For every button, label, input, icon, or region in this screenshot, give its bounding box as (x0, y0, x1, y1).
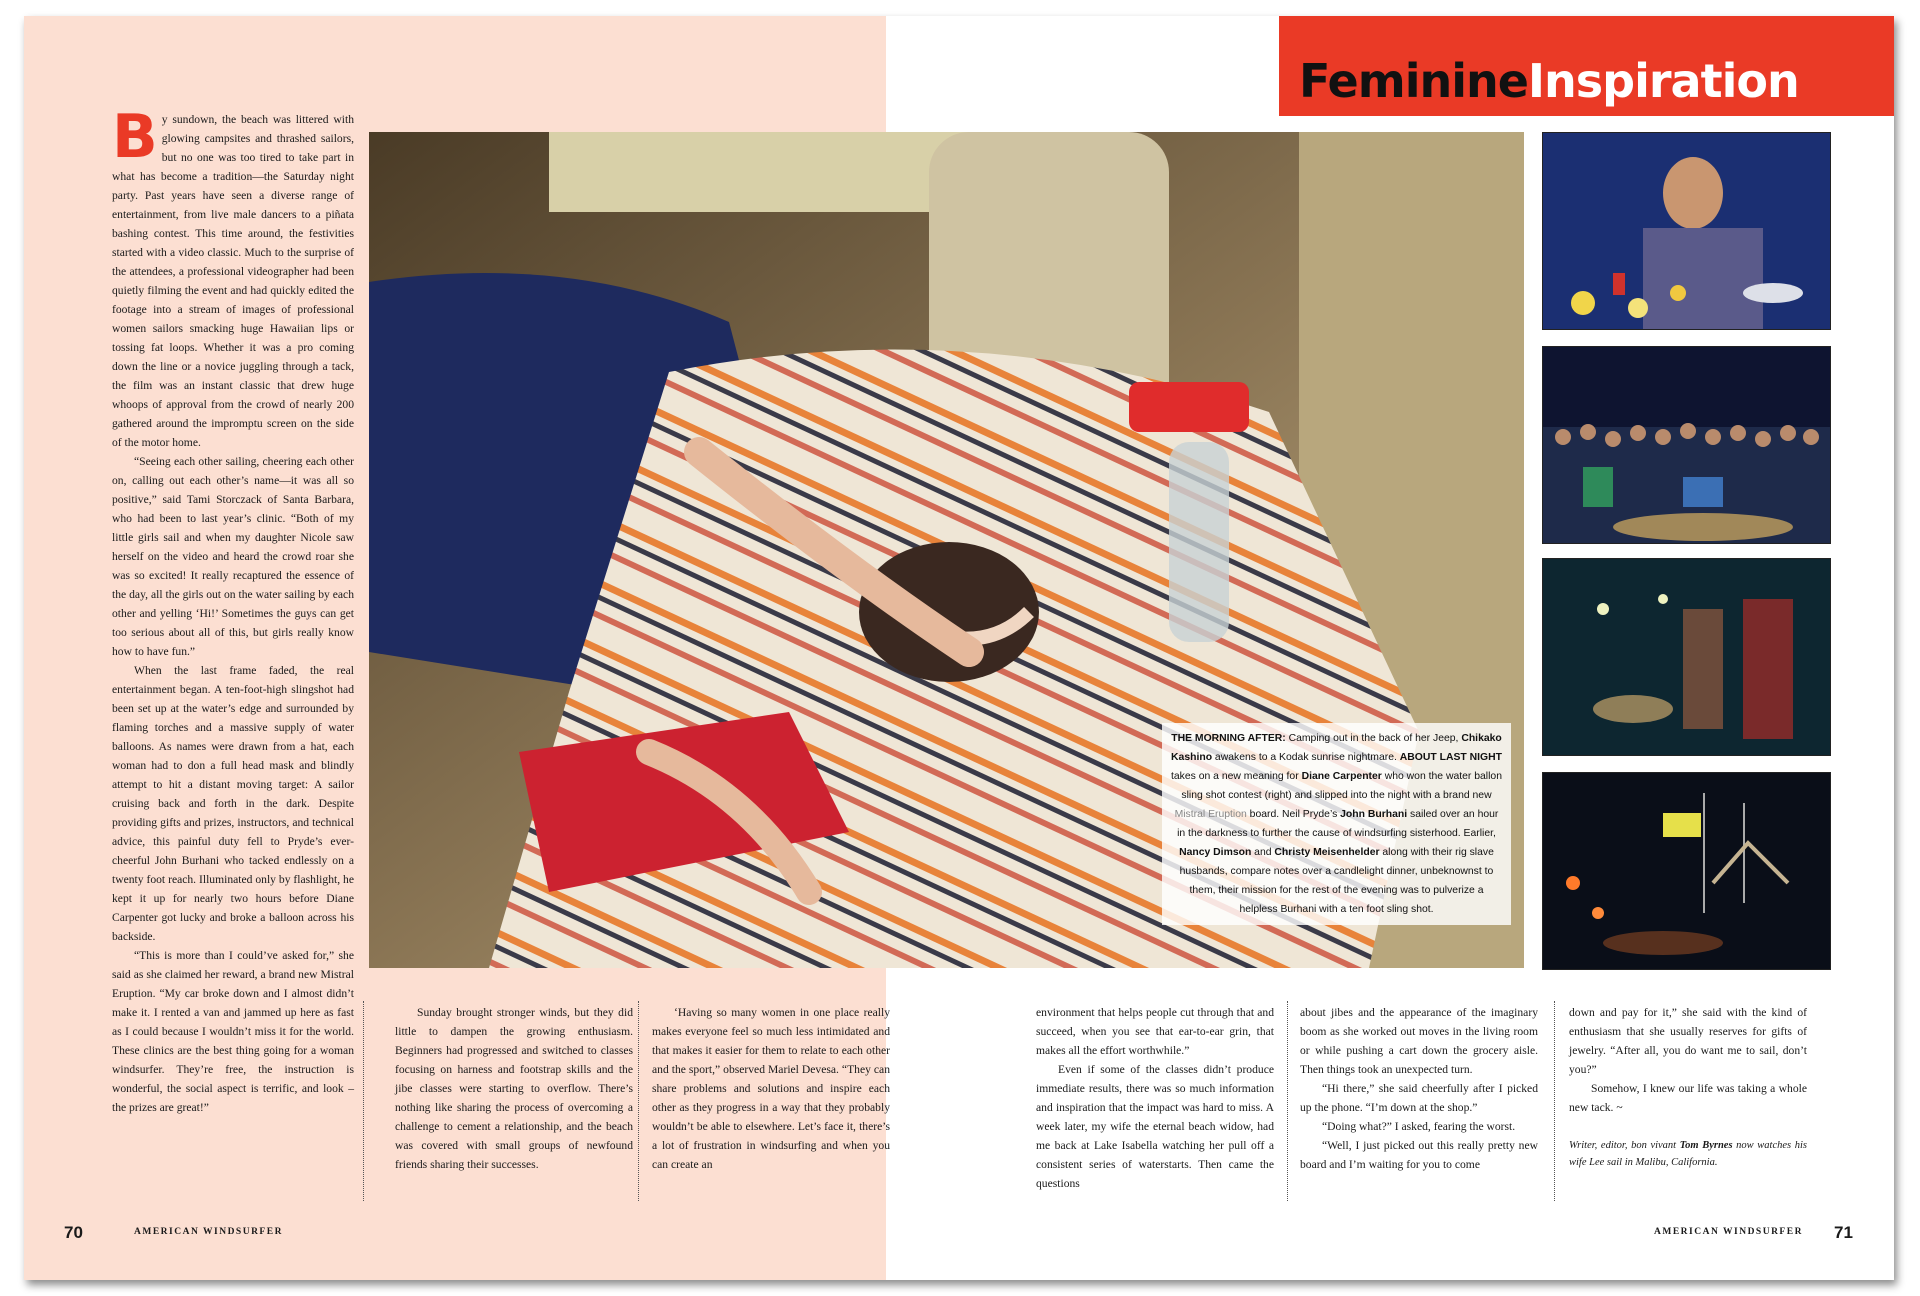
end-mark-icon: ~ (1616, 1101, 1623, 1114)
paragraph: “Seeing each other sailing, cheering each other on, calling out each other’s name—it was all so positive,” said Tami Storczack of Santa Barbara, who had been to last year’s clinic. “Both of my little girls sail and when my daughter Nicole saw herself on the video and heard the crowd roar she was so excited! It really recaptured the essence of the day, all the girls out on the water sailing by each other and yelling ‘Hi!’ Sometimes the guys can get too serious about all of this, but girls really know how to have fun.” (112, 455, 354, 658)
caption-text: along with their rig slave husbands, compare notes over a candlelight dinner, unbeknownst to them, their mission for the rest of the evening was to pulverize a helpless Burhani with a ten foot sling shot. (1179, 847, 1494, 915)
caption-heading: THE MORNING AFTER: (1171, 733, 1286, 744)
running-head-left: AMERICAN WINDSURFER (134, 1227, 283, 1237)
title-word-2: Inspiration (1527, 54, 1799, 108)
author-name: Tom Byrnes (1679, 1140, 1733, 1151)
page-number-left: 70 (64, 1223, 83, 1242)
column-rule (363, 1001, 364, 1201)
photo-credit: Mistral Eruption (1174, 809, 1247, 820)
column-rule (1287, 1001, 1288, 1201)
thumb-video-crowd (1542, 346, 1831, 544)
caption-name: John Burhani (1340, 809, 1408, 820)
thumb-3-illustration (1543, 559, 1830, 755)
caption-text: awakens to a Kodak sunrise nightmare. (1212, 752, 1400, 763)
caption-name: Chikako Kashino (1171, 733, 1502, 763)
thumb-candlelight-dinner (1542, 132, 1831, 330)
paragraph-text: y sundown, the beach was littered with glowing campsites and thrashed sailors, but no one was too tired to take part in what has become a tradition—the Saturday night party. Past years have seen a diverse range of entertainment, from live male dancers to a piñata bashing contest. This time around, the festivities started with a video classic. Much to the surprise of the attendees, a professional videographer had been quietly filming the event and had quickly edited the footage into a stream of images of professional women sailors smacking huge Hawaiian lips or tossing fat loops. Whether it was a pro coming down the line or a novice juggling through a tack, the film was an instant classic that drew huge whoops of approval from the crowd of nearly 200 gathered around the impromptu screen on the side of the motor home. (112, 113, 354, 449)
page-number-right: 71 (1834, 1223, 1853, 1242)
paragraph: Sunday brought stronger winds, but they did little to dampen the growing enthusiasm. Beginners had progressed and switched to classes focusing on harness and footstrap skills and the jibe classes were starting to overflow. There’s nothing like sharing the process of overcoming a challenge to cement a relationship, and the beach was covered with small groups of newfound friends sharing their successes. (395, 1006, 633, 1171)
caption-name: Nancy Dimson (1179, 847, 1252, 858)
text-column-1 (112, 102, 354, 1117)
title-word-1: Feminine (1299, 54, 1528, 108)
paragraph: Even if some of the classes didn’t produce immediate results, there was so much information and inspiration that the impact was hard to miss. A week later, my wife the eternal beach widow, had me back at Lake Isabella watching her pull off a consistent series of waterstarts. Then came the questions (1036, 1063, 1274, 1190)
thumb-4-illustration (1543, 773, 1830, 969)
caption-name: Diane Carpenter (1301, 771, 1382, 782)
paragraph: ‘Having so many women in one place really makes everyone feel so much less intimidated and that makes it easier for them to relate to each other and the sport,” observed Mariel Devesa. “They can share problems and solutions and inspire each other as they progress in a way that they probably wouldn’t be able to elsewhere. Let’s face it, there’s a lot of frustration in windsurfing and when you can create an (652, 1006, 890, 1171)
column-rule (1554, 1001, 1555, 1201)
caption-heading: ABOUT LAST NIGHT (1399, 752, 1502, 763)
paragraph: “Well, I just picked out this really pretty new board and I’m waiting for you to come (1300, 1139, 1538, 1171)
text-column-5 (1300, 1003, 1538, 1174)
caption-text: Camping out in the back of her Jeep, (1285, 733, 1462, 744)
text-column-4 (1036, 1003, 1274, 1193)
caption-text: sailed over an hour in the darkness to further the cause of windsurfing sisterhood. Earlier, (1177, 809, 1499, 839)
drop-cap: B (112, 102, 158, 172)
caption-text: takes on a new meaning for (1171, 771, 1302, 782)
caption-text: and (1251, 847, 1275, 858)
paragraph (1569, 1079, 1807, 1117)
bio-text: now watches his wife Lee sail in Malibu, California. (1569, 1140, 1807, 1168)
paragraph: “Hi there,” she said cheerfully after I picked up the phone. “I’m down at the shop.” (1300, 1082, 1538, 1114)
paragraph: environment that helps people cut through that and succeed, when you see that ear-to-ear grin, that makes all the effort worthwhile.” (1036, 1006, 1274, 1057)
thumb-2-illustration (1543, 347, 1830, 543)
running-head-right: AMERICAN WINDSURFER (1654, 1227, 1803, 1237)
paragraph-text: Somehow, I knew our life was taking a whole new tack. (1569, 1082, 1807, 1114)
text-column-2 (395, 1003, 633, 1174)
magazine-spread (24, 16, 1894, 1280)
paragraph: “This is more than I could’ve asked for,” she said as she claimed her reward, a brand new Mistral Eruption. “My car broke down and I almost didn’t make it. I rented a van and jammed up here as fast as I could because I wouldn’t miss it for the world. These clinics are the best thing going for a woman windsurfer. They’re free, the instruction is wonderful, the social aspect is terrific, and look – the prizes are great!” (112, 949, 354, 1114)
paragraph: about jibes and the appearance of the imaginary boom as she worked out moves in the living room or while pushing a cart down the grocery aisle. Then things took an unexpected turn. (1300, 1006, 1538, 1076)
paragraph: When the last frame faded, the real entertainment began. A ten-foot-high slingshot had been set up at the water’s edge and surrounded by flaming torches and a massive supply of water balloons. As names were drawn from a hat, each woman had to don a full head mask and blindly attempt to hit a distant moving target: A sailor cruising back and forth in the dark. Despite providing gifts and prizes, instructors, and technical advice, this painful duty fell to Pryde’s ever-cheerful John Burhani who tacked endlessly on a twenty foot reach. Illuminated only by flashlight, he kept it up for nearly two hours before Diane Carpenter got lucky and broke a balloon across his backside. (112, 664, 354, 943)
text-column-6 (1569, 1003, 1807, 1171)
thumb-slingshot-night (1542, 558, 1831, 756)
paragraph (112, 102, 354, 452)
text-column-3 (652, 1003, 890, 1174)
paragraph: down and pay for it,” she said with the kind of enthusiasm that she usually reserves for gifts of jewelry. “After all, you do want me to sail, don’t you?” (1569, 1006, 1807, 1076)
bio-text: Writer, editor, bon vivant (1569, 1140, 1680, 1151)
article-title (1299, 54, 1799, 108)
paragraph: “Doing what?” I asked, fearing the worst. (1322, 1120, 1516, 1133)
column-rule (638, 1001, 639, 1201)
photo-caption (1162, 723, 1511, 925)
caption-text: board. Neil Pryde’s (1246, 809, 1341, 820)
thumb-1-illustration (1543, 133, 1830, 329)
author-bio (1569, 1137, 1807, 1171)
caption-text: who won the water ballon sling shot contest (right) and slipped into the night with a brand new (1181, 771, 1502, 801)
thumb-torches-water (1542, 772, 1831, 970)
caption-name: Christy Meisenhelder (1274, 847, 1380, 858)
